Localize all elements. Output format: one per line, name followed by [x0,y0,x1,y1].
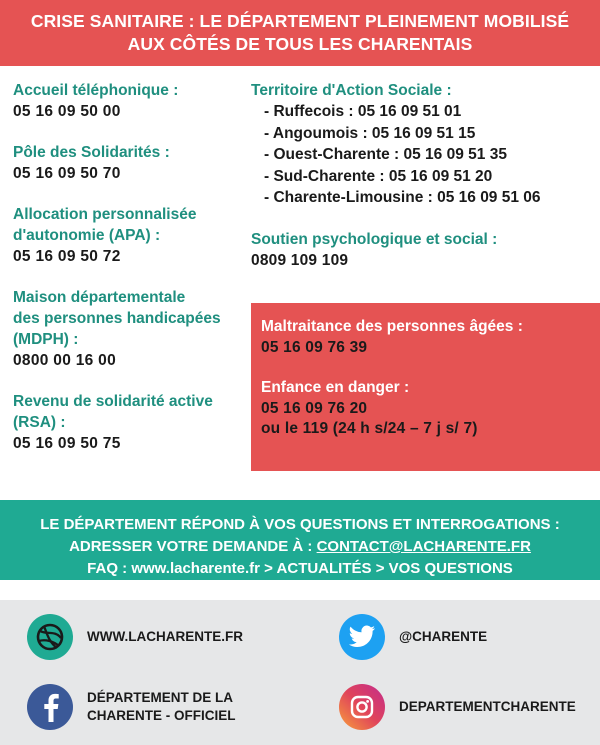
phone-number[interactable]: 0809 109 109 [251,251,349,269]
contact-email-link[interactable]: CONTACT@LACHARENTE.FR [316,538,531,555]
list-item[interactable]: - Ruffecois : 05 16 09 51 01 [264,103,462,120]
phone-number[interactable]: 05 16 09 76 20 [261,399,368,417]
social-footer [0,600,600,745]
contact-label: Allocation personnalisée [13,206,197,223]
maltraitance-label: Maltraitance des personnes âgées : [261,318,523,335]
enfance-alt-number[interactable]: ou le 119 (24 h s/24 – 7 j s/ 7) [261,420,478,437]
contact-pole-solidarites [13,142,243,184]
contact-rsa [13,391,243,454]
contact-territoire [251,80,591,209]
contact-label: (MDPH) : [13,331,79,348]
facebook-link[interactable] [27,684,236,730]
contacts-right-column [251,80,591,291]
facebook-line-1: DÉPARTEMENT DE LA [87,690,234,705]
contact-label: Pôle des Solidarités : [13,144,170,161]
contact-label: (RSA) : [13,414,66,431]
phone-number[interactable]: 05 16 09 76 39 [261,338,368,356]
list-item[interactable]: - Ouest-Charente : 05 16 09 51 35 [264,146,507,163]
facebook-text [87,689,236,725]
enfance-label: Enfance en danger : [261,379,410,396]
website-link[interactable] [27,614,243,660]
contact-mdph [13,287,243,371]
phone-number[interactable]: 05 16 09 50 70 [13,165,121,182]
faq-line[interactable]: FAQ : www.lacharente.fr > ACTUALITÉS > VOS QUESTIONS [87,560,513,577]
questions-band [0,500,600,580]
contact-label: Revenu de solidarité active [13,393,213,410]
instagram-icon [339,684,385,730]
questions-line-1: LE DÉPARTEMENT RÉPOND À VOS QUESTIONS ET INTERROGATIONS : [40,516,560,533]
contact-accueil [13,80,243,122]
facebook-line-2: CHARENTE - OFFICIEL [87,708,236,723]
contact-label: d'autonomie (APA) : [13,227,161,244]
phone-number[interactable]: 05 16 09 50 00 [13,103,121,120]
contact-label: Territoire d'Action Sociale : [251,82,452,99]
contact-label: des personnes handicapées [13,310,221,327]
twitter-icon [339,614,385,660]
contact-soutien [251,229,591,271]
contact-label: Maison départementale [13,289,186,306]
phone-number[interactable]: 05 16 09 50 75 [13,435,121,452]
contacts-left-column [13,80,243,474]
list-item[interactable]: - Angoumois : 05 16 09 51 15 [264,124,476,142]
urgent-contacts-box [251,303,600,471]
banner-line-2: AUX CÔTÉS DE TOUS LES CHARENTAIS [127,34,473,54]
header-banner [0,0,600,66]
list-item[interactable]: - Charente-Limousine : 05 16 09 51 06 [264,189,541,206]
twitter-handle: @CHARENTE [399,629,488,644]
contact-label: Soutien psychologique et social : [251,230,498,248]
banner-line-1: CRISE SANITAIRE : LE DÉPARTEMENT PLEINEMENT MOBILISÉ [30,11,570,31]
list-item[interactable]: - Sud-Charente : 05 16 09 51 20 [264,167,493,185]
instagram-handle: DEPARTEMENTCHARENTE [399,699,576,714]
contact-apa [13,204,243,267]
website-text: WWW.LACHARENTE.FR [87,629,243,644]
phone-number[interactable]: 0800 00 16 00 [13,352,117,369]
globe-icon [27,614,73,660]
questions-line-2 [0,536,600,558]
facebook-icon [27,684,73,730]
phone-number[interactable]: 05 16 09 50 72 [13,248,121,265]
contact-label: Accueil téléphonique : [13,82,179,99]
questions-prefix: ADRESSER VOTRE DEMANDE À : [69,538,317,555]
instagram-link[interactable] [339,684,576,730]
twitter-link[interactable] [339,614,487,660]
territoire-list [251,101,591,209]
